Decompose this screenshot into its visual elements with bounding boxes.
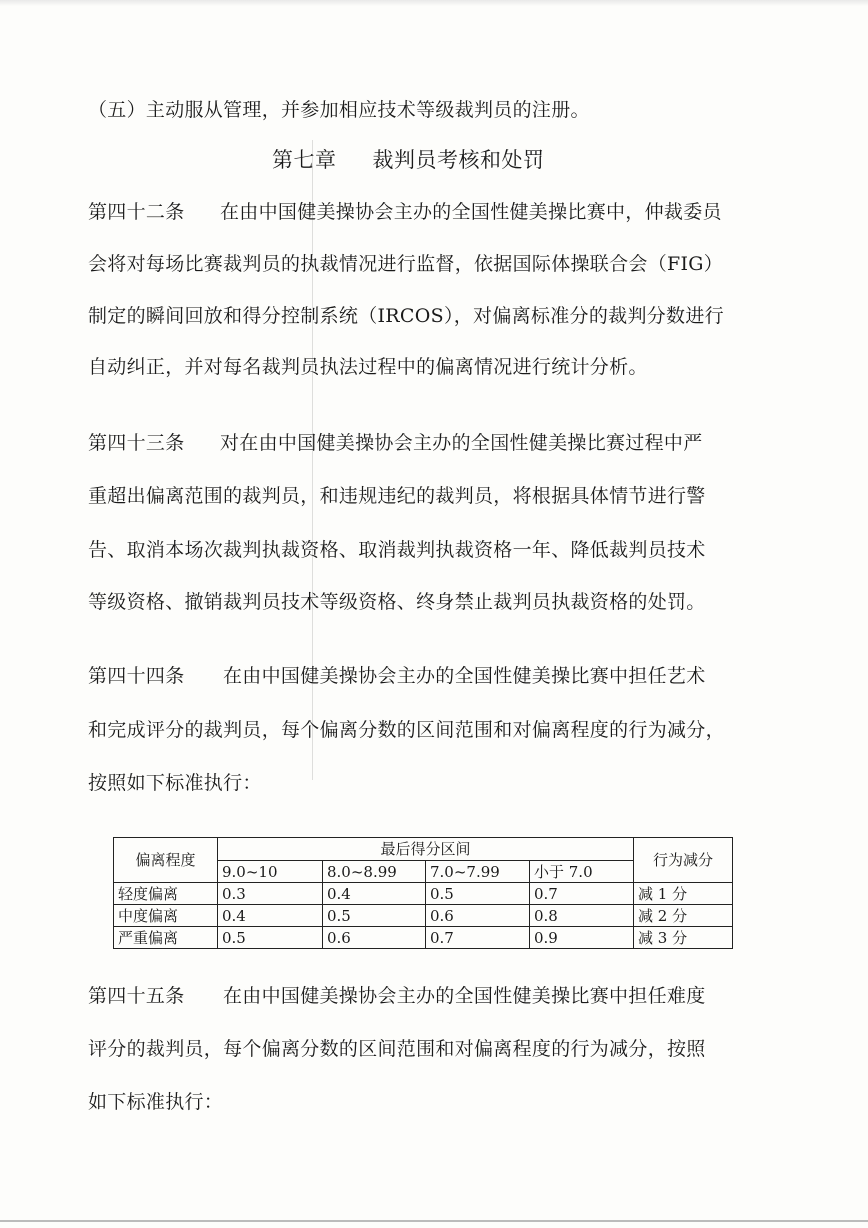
art43-line-2: 重超出偏离范围的裁判员，和违规违纪的裁判员，将根据具体情节进行警 [88, 485, 706, 507]
art45-line-1 [88, 984, 706, 1008]
row-value: 0.5 [218, 927, 323, 949]
row-value: 0.3 [218, 883, 323, 905]
header-range-1: 9.0~10 [218, 861, 323, 883]
scan-top-edge [0, 0, 868, 6]
art44-line-2: 和完成评分的裁判员，每个偏离分数的区间范围和对偏离程度的行为减分， [88, 719, 725, 741]
row-level: 轻度偏离 [114, 883, 218, 905]
row-value: 0.9 [530, 927, 634, 949]
row-value: 0.7 [530, 883, 634, 905]
art45-text-1: 在由中国健美操协会主办的全国性健美操比赛中担任难度 [223, 985, 706, 1007]
row-value: 0.6 [323, 927, 426, 949]
header-range-4: 小于 7.0 [530, 861, 634, 883]
art42-line-2: 会将对每场比赛裁判员的执裁情况进行监督，依据国际体操联合会（FIG） [88, 253, 724, 275]
row-level: 中度偏离 [114, 905, 218, 927]
art44-line-3: 按照如下标准执行： [88, 772, 262, 794]
chapter-number: 第七章 [272, 148, 337, 172]
art43-label: 第四十三条 [88, 432, 185, 454]
header-range-2: 8.0~8.99 [323, 861, 426, 883]
art44-text-1: 在由中国健美操协会主办的全国性健美操比赛中担任艺术 [223, 665, 706, 687]
header-range-group: 最后得分区间 [218, 838, 634, 861]
art44-label: 第四十四条 [88, 665, 185, 687]
art42-label: 第四十二条 [88, 201, 185, 223]
clause-5: （五）主动服从管理，并参加相应技术等级裁判员的注册。 [88, 99, 590, 121]
table-header-row-1 [114, 838, 733, 861]
row-value: 0.6 [426, 905, 530, 927]
art42-line-3: 制定的瞬间回放和得分控制系统（IRCOS），对偏离标准分的裁判分数进行 [88, 305, 724, 327]
art43-text-1: 对在由中国健美操协会主办的全国性健美操比赛过程中严 [220, 432, 703, 454]
art45-line-3: 如下标准执行： [88, 1091, 224, 1113]
table-row [114, 927, 733, 949]
row-value: 0.7 [426, 927, 530, 949]
chapter-heading [272, 147, 545, 173]
row-value: 0.4 [218, 905, 323, 927]
art42-text-1: 在由中国健美操协会主办的全国性健美操比赛中，仲裁委员 [220, 201, 722, 223]
art42-line-1 [88, 200, 722, 224]
header-deviation: 偏离程度 [114, 838, 218, 883]
scan-bottom-edge [0, 1220, 868, 1222]
art45-line-2: 评分的裁判员，每个偏离分数的区间范围和对偏离程度的行为减分，按照 [88, 1038, 706, 1060]
deviation-table [113, 837, 733, 949]
row-level: 严重偏离 [114, 927, 218, 949]
art42-line-4: 自动纠正，并对每名裁判员执法过程中的偏离情况进行统计分析。 [88, 356, 648, 378]
table-row [114, 905, 733, 927]
header-range-3: 7.0~7.99 [426, 861, 530, 883]
chapter-title: 裁判员考核和处罚 [372, 148, 545, 172]
row-penalty: 减 2 分 [634, 905, 733, 927]
row-penalty: 减 1 分 [634, 883, 733, 905]
art43-line-3: 告、取消本场次裁判执裁资格、取消裁判执裁资格一年、降低裁判员技术 [88, 539, 706, 561]
row-value: 0.5 [426, 883, 530, 905]
art44-line-1 [88, 664, 706, 688]
art43-line-4: 等级资格、撤销裁判员技术等级资格、终身禁止裁判员执裁资格的处罚。 [88, 591, 706, 613]
row-value: 0.4 [323, 883, 426, 905]
header-penalty: 行为减分 [634, 838, 733, 883]
row-penalty: 减 3 分 [634, 927, 733, 949]
row-value: 0.5 [323, 905, 426, 927]
row-value: 0.8 [530, 905, 634, 927]
art45-label: 第四十五条 [88, 985, 185, 1007]
art43-line-1 [88, 431, 703, 455]
table-row [114, 883, 733, 905]
